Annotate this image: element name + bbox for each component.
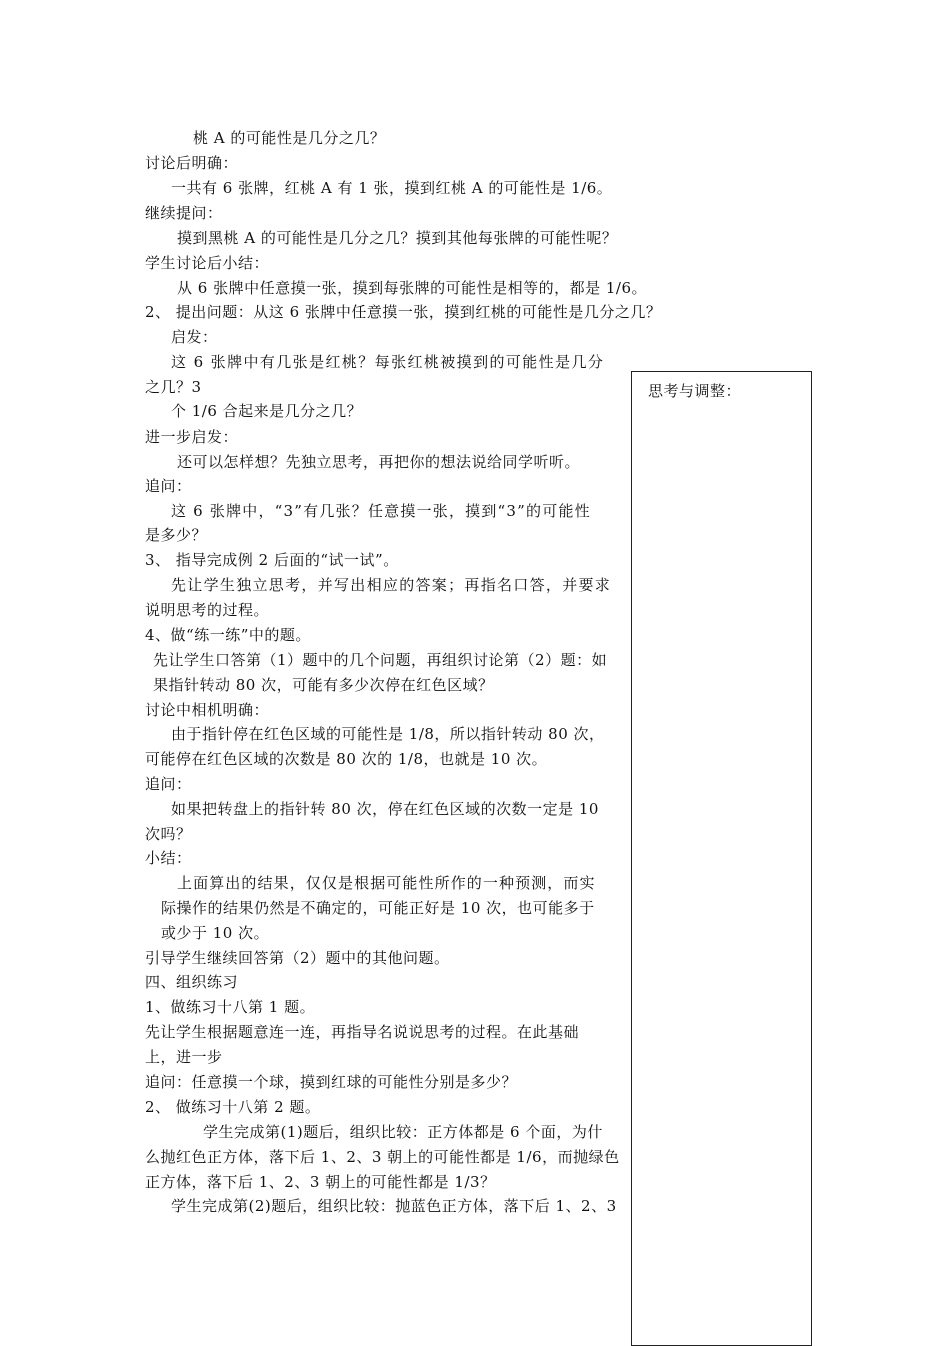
text-line: 可能停在红色区域的次数是 80 次的 1/8，也就是 10 次。 (145, 750, 548, 768)
text-line: 学生讨论后小结： (145, 254, 270, 272)
text-line: 4、做“练一练”中的题。 (145, 626, 311, 644)
text-line: 一共有 6 张牌，红桃 A 有 1 张，摸到红桃 A 的可能性是 1/6。 (171, 179, 613, 197)
text-line: 还可以怎样想？先独立思考，再把你的想法说给同学听听。 (177, 453, 581, 471)
text-line: 小结： (145, 849, 192, 867)
text-line: 2、 提出问题：从这 6 张牌中任意摸一张，摸到红桃的可能性是几分之几？ (145, 303, 662, 321)
reflection-box-title: 思考与调整： (648, 382, 742, 400)
text-line: 或少于 10 次。 (161, 924, 270, 942)
text-line: 进一步启发： (145, 428, 239, 446)
text-line: 么抛红色正方体，落下后 1、2、3 朝上的可能性都是 1/6，而抛绿色 (145, 1148, 620, 1166)
text-line: 是多少？ (145, 526, 208, 544)
text-line: 讨论后明确： (145, 154, 239, 172)
text-line: 3、 指导完成例 2 后面的“试一试”。 (145, 551, 399, 569)
text-line: 先让学生根据题意连一连，再指导名说说思考的过程。在此基础 (145, 1023, 580, 1041)
text-line: 启发： (171, 328, 218, 346)
text-line: 际操作的结果仍然是不确定的，可能正好是 10 次，也可能多于 (161, 899, 595, 917)
text-line: 上，进一步 (145, 1048, 223, 1066)
text-line: 追问：任意摸一个球，摸到红球的可能性分别是多少？ (145, 1073, 518, 1091)
text-line: 之几？3 (145, 378, 202, 396)
text-line: 先让学生口答第（1）题中的几个问题，再组织讨论第（2）题：如 (153, 651, 608, 669)
text-line: 正方体，落下后 1、2、3 朝上的可能性都是 1/3？ (145, 1173, 496, 1191)
text-line: 2、 做练习十八第 2 题。 (145, 1098, 321, 1116)
text-line: 桃 A 的可能性是几分之几？ (193, 129, 386, 147)
text-line: 追问： (145, 775, 192, 793)
text-line: 由于指针停在红色区域的可能性是 1/8，所以指针转动 80 次， (171, 725, 605, 743)
text-line: 个 1/6 合起来是几分之几？ (171, 402, 363, 420)
text-line: 次吗？ (145, 825, 192, 843)
text-line: 从 6 张牌中任意摸一张，摸到每张牌的可能性是相等的，都是 1/6。 (177, 279, 647, 297)
text-line: 说明思考的过程。 (145, 601, 270, 619)
text-line: 果指针转动 80 次，可能有多少次停在红色区域？ (153, 676, 494, 694)
text-line: 这 6 张牌中有几张是红桃？每张红桃被摸到的可能性是几分 (171, 353, 605, 371)
text-line: 1、做练习十八第 1 题。 (145, 998, 316, 1016)
text-line: 继续提问： (145, 204, 223, 222)
text-line: 上面算出的结果，仅仅是根据可能性所作的一种预测，而实 (177, 874, 596, 892)
text-line: 这 6 张牌中，“3”有几张？任意摸一张，摸到“3”的可能性 (171, 502, 591, 520)
text-line: 学生完成第(1)题后，组织比较：正方体都是 6 个面，为什 (203, 1123, 603, 1141)
text-line: 追问： (145, 477, 192, 495)
text-line: 先让学生独立思考，并写出相应的答案；再指名口答，并要求 (171, 576, 612, 594)
text-line: 四、组织练习 (145, 973, 239, 991)
text-line: 如果把转盘上的指针转 80 次，停在红色区域的次数一定是 10 (171, 800, 599, 818)
text-line: 学生完成第(2)题后，组织比较：抛蓝色正方体，落下后 1、2、3 (171, 1197, 617, 1215)
text-line: 摸到黑桃 A 的可能性是几分之几？摸到其他每张牌的可能性呢？ (177, 229, 618, 247)
text-line: 引导学生继续回答第（2）题中的其他问题。 (145, 949, 450, 967)
text-line: 讨论中相机明确： (145, 701, 270, 719)
reflection-box (631, 371, 812, 1346)
